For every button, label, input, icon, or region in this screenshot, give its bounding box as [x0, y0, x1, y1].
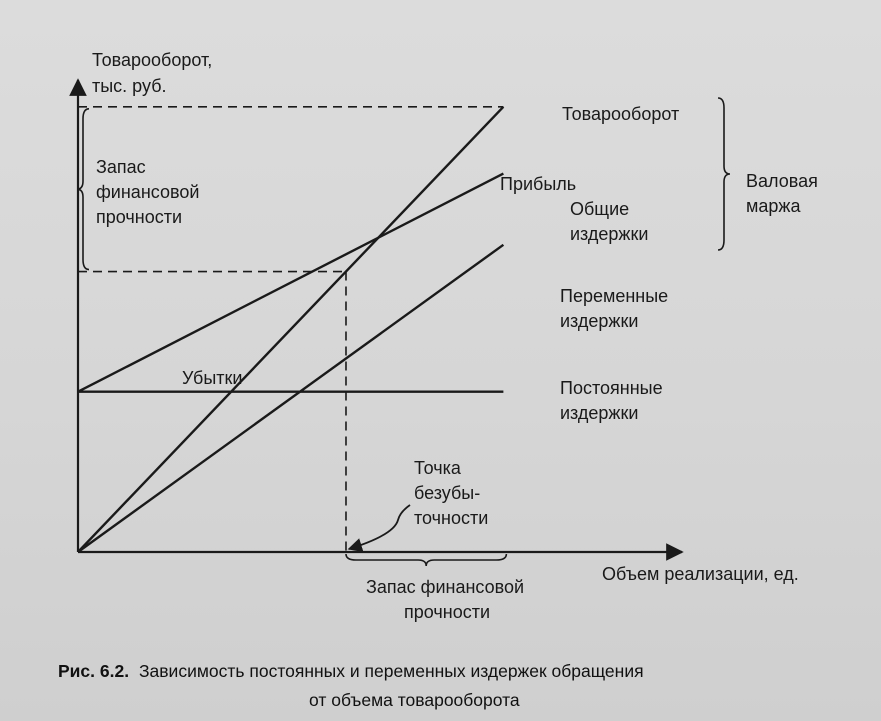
label-safety-margin-x-line1: Запас финансовой [366, 577, 525, 597]
x-axis-label: Объем реализации, ед. [602, 564, 799, 584]
label-variable-costs-line2: издержки [560, 311, 639, 331]
figure-number: Рис. 6.2. [58, 661, 130, 681]
label-break-even-line1: Точка [414, 458, 461, 478]
figure-caption-line1 [58, 661, 644, 681]
label-sales: Товарооборот [562, 104, 680, 124]
label-profit: Прибыль [500, 174, 577, 194]
label-fixed-costs-line2: издержки [560, 403, 639, 423]
label-break-even-line2: безубы- [414, 483, 481, 503]
label-safety-margin-y-line3: прочности [96, 207, 183, 227]
label-gross-margin-line2: маржа [746, 196, 801, 216]
label-safety-margin-y-line1: Запас [96, 157, 146, 177]
label-variable-costs-line1: Переменные [560, 286, 669, 306]
label-fixed-costs-line1: Постоянные [560, 378, 663, 398]
y-axis-label-line1: Товарооборот, [92, 50, 213, 70]
label-losses: Убытки [182, 368, 243, 388]
label-break-even-line3: точности [414, 508, 489, 528]
label-total-costs-line1: Общие [570, 199, 630, 219]
figure-caption-text-1: Зависимость постоянных и переменных издержек обращения [138, 661, 644, 681]
y-axis-label-line2: тыс. руб. [92, 76, 167, 96]
label-total-costs-line2: издержки [570, 224, 649, 244]
label-gross-margin-line1: Валовая [746, 171, 818, 191]
label-safety-margin-y-line2: финансовой [96, 182, 200, 202]
figure-caption-line2: от объема товарооборота [309, 690, 520, 710]
label-safety-margin-x-line2: прочности [404, 602, 491, 622]
